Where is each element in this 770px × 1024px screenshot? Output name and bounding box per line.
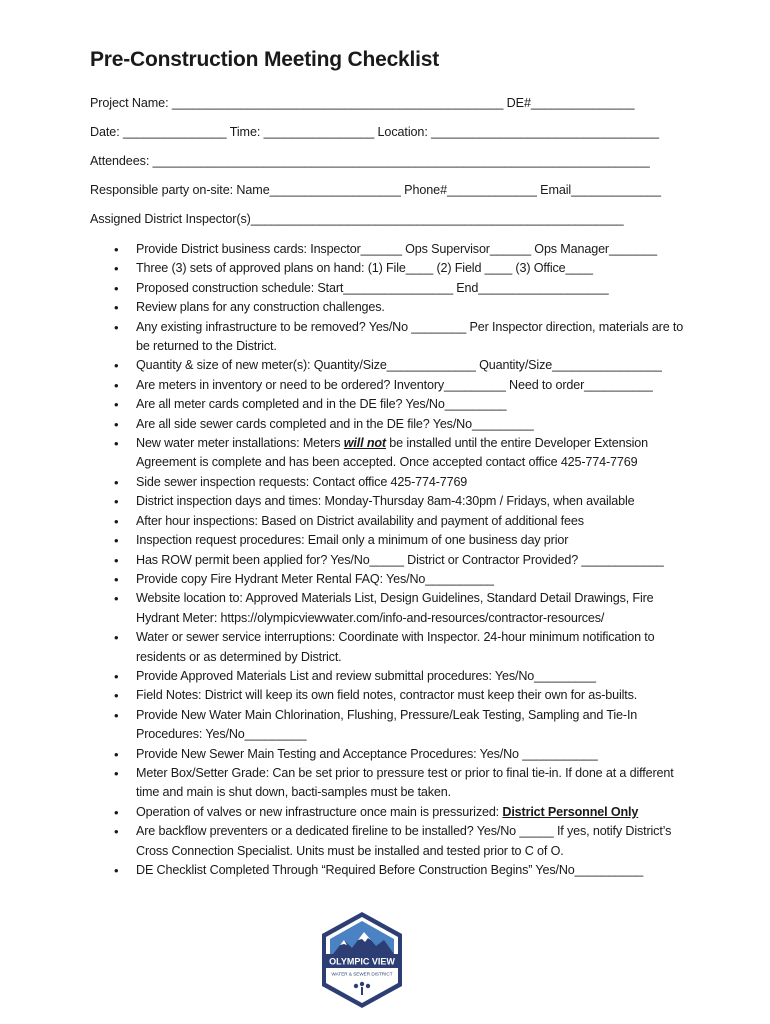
bullet-icon: • [114, 474, 119, 490]
list-item-text: Inspection request procedures: Email only a minimum of one business day prior [136, 533, 569, 548]
bullet-icon: • [114, 707, 119, 723]
bullet-icon: • [114, 824, 119, 840]
list-item-text: New water meter installations: Meters [136, 436, 344, 451]
list-item-text: Operation of valves or new infrastructure once main is pressurized: [136, 804, 503, 819]
list-item [0, 279, 770, 298]
bullet-icon: • [114, 300, 119, 316]
bullet-icon: • [114, 261, 119, 277]
responsible-party-field: Responsible party on-site: Name___________________ Phone#_____________ Email_____________ [90, 183, 661, 197]
list-item-text: Side sewer inspection requests: Contact office 425-774-7769 [136, 474, 468, 489]
list-item [0, 706, 770, 745]
bullet-icon: • [114, 513, 119, 529]
bullet-icon: • [114, 804, 119, 820]
list-item [0, 492, 770, 511]
list-item-text: Provide New Sewer Main Testing and Acceptance Procedures: Yes/No ___________ [136, 746, 598, 761]
bullet-icon: • [114, 552, 119, 568]
date-time-location-field: Date: _______________ Time: ________________ Location: _________________________________ [90, 125, 659, 139]
logo-subtitle-text: WATER & SEWER DISTRICT [331, 971, 393, 977]
list-item-text: Quantity & size of new meter(s): Quantity/Size_____________ Quantity/Size________________ [136, 358, 662, 373]
list-item [0, 298, 770, 317]
bullet-icon: • [114, 242, 119, 257]
bullet-icon: • [114, 746, 119, 762]
bullet-icon: • [114, 765, 119, 781]
list-item [0, 570, 770, 589]
list-item-text: Provide New Water Main Chlorination, Flushing, Pressure/Leak Testing, Sampling and Tie-In Procedures: Yes/No_________ [136, 707, 638, 742]
page-title: Pre-Construction Meeting Checklist [90, 48, 440, 71]
attendees-field: Attendees: ________________________________________________________________________ [90, 154, 650, 168]
list-item [0, 415, 770, 434]
list-item [0, 764, 770, 803]
list-item-text: Are backflow preventers or a dedicated fireline to be installed? Yes/No _____ If yes, notify District’s Cross Connection Specialist. Units must be installed and tested prior to C of O. [136, 824, 672, 858]
bullet-icon: • [114, 571, 119, 587]
list-item-text: Three (3) sets of approved plans on hand: (1) File____ (2) Field ____ (3) Office____ [136, 261, 593, 276]
bullet-icon: • [114, 533, 119, 549]
list-item-text: Water or sewer service interruptions: Coordinate with Inspector. 24-hour minimum notification to residents or as determined by District. [136, 630, 655, 664]
list-item-text: be installed until the entire Developer Extension Agreement is complete and has been accepted. Once accepted contact office 425-774-7769 [136, 436, 648, 470]
bullet-icon: • [114, 688, 119, 704]
bullet-icon: • [114, 377, 119, 393]
list-item-text: Provide Approved Materials List and review submittal procedures: Yes/No_________ [136, 668, 596, 683]
list-item-text: Field Notes: District will keep its own field notes, contractor must keep their own for as-builts. [136, 688, 638, 703]
list-item [0, 259, 770, 278]
list-item [0, 395, 770, 414]
list-item [0, 803, 770, 822]
bullet-icon: • [114, 416, 119, 432]
list-item [0, 531, 770, 550]
checklist [0, 240, 770, 880]
will-not-emphasis: will not [343, 436, 386, 451]
list-item [0, 551, 770, 570]
list-item-text: Meter Box/Setter Grade: Can be set prior to pressure test or prior to final tie-in. If done at a different time and main is shut down, bacti-samples must be taken. [136, 765, 674, 800]
list-item [0, 434, 770, 473]
logo-name-text: OLYMPIC VIEW [329, 956, 395, 967]
list-item-text: Any existing infrastructure to be removed? Yes/No ________ Per Inspector direction, materials are to be returned to the District. [136, 319, 684, 354]
list-item [0, 667, 770, 686]
list-item [0, 628, 770, 667]
list-item [0, 861, 770, 880]
bullet-icon: • [114, 319, 119, 335]
list-item-text: Are meters in inventory or need to be ordered? Inventory_________ Need to order__________ [136, 377, 653, 392]
list-item [0, 376, 770, 395]
list-item-text: Are all side sewer cards completed and in the DE file? Yes/No_________ [136, 416, 534, 431]
district-inspector-field: Assigned District Inspector(s)______________________________________________________ [90, 212, 624, 226]
list-item [0, 318, 770, 357]
list-item-text: Website location to: Approved Materials List, Design Guidelines, Standard Detail Drawings, Fire Hydrant Meter: https://olympicviewwater.com/info-and-resources/contractor-resources/ [136, 591, 654, 625]
bullet-icon: • [114, 591, 119, 607]
bullet-icon: • [114, 494, 119, 510]
list-item-text: Has ROW permit been applied for? Yes/No_____ District or Contractor Provided? ____________ [136, 552, 664, 567]
list-item [0, 240, 770, 259]
olympic-view-logo [318, 910, 406, 1010]
list-item-text: Are all meter cards completed and in the DE file? Yes/No_________ [136, 397, 507, 412]
list-item-text: Review plans for any construction challenges. [136, 300, 385, 315]
bullet-icon: • [114, 397, 119, 413]
list-item [0, 473, 770, 492]
district-personnel-emphasis: District Personnel Only [502, 804, 639, 819]
list-item-text: Proposed construction schedule: Start________________ End___________________ [136, 280, 609, 295]
list-item-text: Provide copy Fire Hydrant Meter Rental FAQ: Yes/No__________ [136, 571, 494, 586]
list-item [0, 745, 770, 764]
bullet-icon: • [114, 280, 119, 296]
list-item-text: After hour inspections: Based on District availability and payment of additional fees [136, 513, 584, 528]
list-item [0, 686, 770, 705]
bullet-icon: • [114, 630, 119, 646]
list-item [0, 356, 770, 375]
project-name-field: Project Name: ________________________________________________ DE#_______________ [90, 96, 635, 110]
bullet-icon: • [114, 863, 119, 878]
list-item [0, 512, 770, 531]
list-item-text: Provide District business cards: Inspector______ Ops Supervisor______ Ops Manager_______ [136, 242, 657, 256]
bullet-icon: • [114, 436, 119, 452]
list-item [0, 589, 770, 628]
bullet-icon: • [114, 668, 119, 684]
list-item-text: District inspection days and times: Monday-Thursday 8am-4:30pm / Fridays, when available [136, 494, 635, 509]
bullet-icon: • [114, 358, 119, 374]
list-item-text: DE Checklist Completed Through “Required Before Construction Begins” Yes/No__________ [136, 863, 644, 877]
list-item [0, 822, 770, 861]
